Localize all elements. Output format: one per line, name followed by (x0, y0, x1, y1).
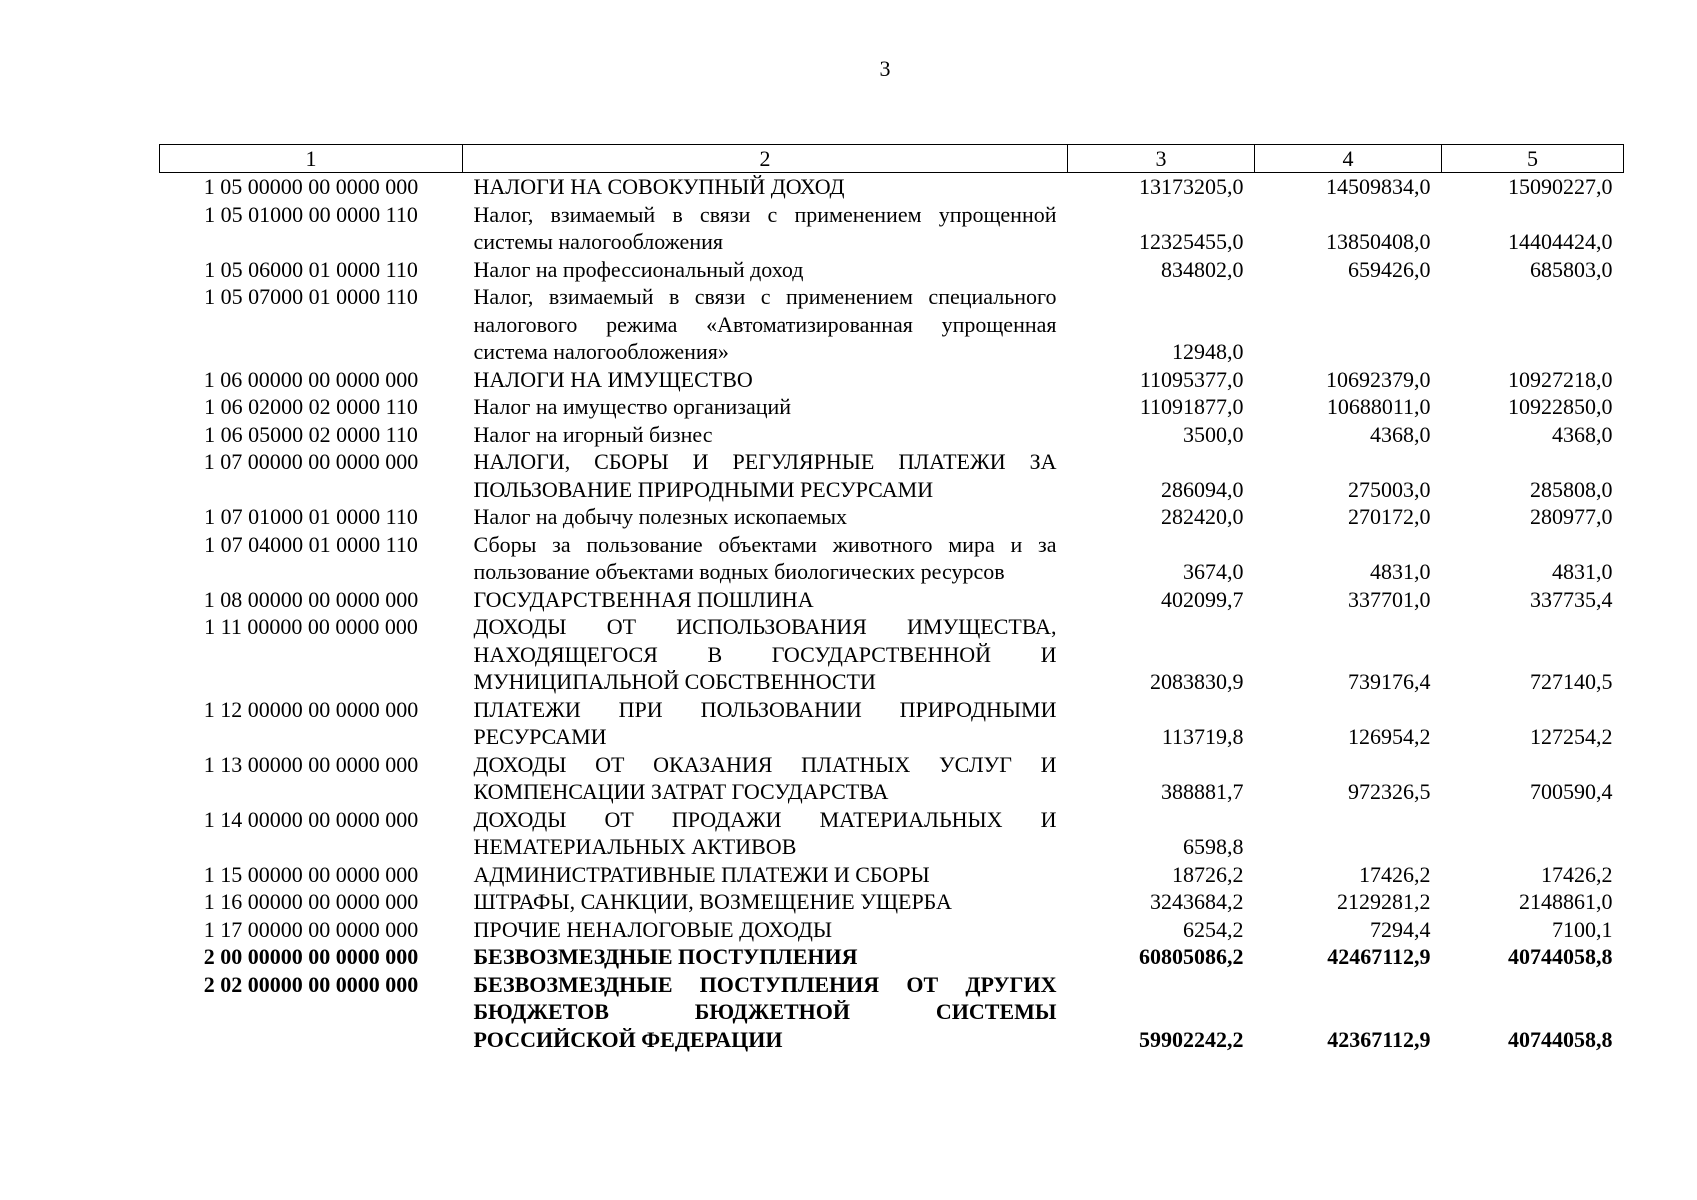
item-name-cell: ДОХОДЫ ОТ ИСПОЛЬЗОВАНИЯ ИМУЩЕСТВА, НАХОДЯЩЕГОСЯ В ГОСУДАРСТВЕННОЙ И МУНИЦИПАЛЬНОЙ СОБСТВЕННОСТИ (473, 614, 1057, 694)
budget-code-cell: 2 02 00000 00 0000 000 (203, 971, 419, 997)
header-column-2: 2 (463, 145, 1068, 173)
value-column-4-cell: 739176,4 (1348, 669, 1431, 694)
value-column-5-cell: 14404424,0 (1508, 229, 1613, 254)
item-name-cell: ГОСУДАРСТВЕННАЯ ПОШЛИНА (473, 586, 814, 612)
table-row (160, 503, 1624, 531)
value-column-5-cell: 685803,0 (1530, 256, 1613, 282)
value-column-3-cell: 3674,0 (1183, 559, 1244, 584)
value-column-4-cell: 4831,0 (1370, 559, 1431, 584)
item-name-cell: БЕЗВОЗМЕЗДНЫЕ ПОСТУПЛЕНИЯ (473, 944, 858, 969)
value-column-3-cell: 3500,0 (1183, 421, 1244, 447)
table-header (160, 145, 1624, 173)
value-column-3-cell: 286094,0 (1161, 476, 1244, 502)
value-column-4-cell: 42467112,9 (1327, 944, 1431, 969)
value-column-4-cell: 13850408,0 (1326, 229, 1431, 254)
item-name-cell: Налог, взимаемый в связи с применением специального налогового режима «Автоматизированная упрощенная система налогообложения» (473, 284, 1057, 364)
value-column-4-cell: 10688011,0 (1326, 394, 1431, 419)
value-column-5-cell: 15090227,0 (1508, 174, 1613, 199)
value-column-5-cell: 7100,1 (1552, 916, 1613, 942)
value-column-3-cell: 6598,8 (1183, 834, 1244, 859)
value-column-5-cell: 127254,2 (1530, 724, 1613, 749)
budget-code-cell: 1 06 00000 00 0000 000 (203, 366, 419, 392)
value-column-4-cell: 42367112,9 (1327, 1026, 1431, 1052)
value-column-4-cell (1255, 806, 1442, 861)
table-row (160, 806, 1624, 861)
value-column-5-cell: 4368,0 (1552, 421, 1613, 447)
item-name-cell: БЕЗВОЗМЕЗДНЫЕ ПОСТУПЛЕНИЯ ОТ ДРУГИХ БЮДЖЕТОВ БЮДЖЕТНОЙ СИСТЕМЫ РОССИЙСКОЙ ФЕДЕРАЦИИ (473, 971, 1057, 1052)
table-row (160, 421, 1624, 449)
table-row (160, 393, 1624, 421)
value-column-3-cell: 12325455,0 (1139, 229, 1244, 254)
item-name-cell: Сборы за пользование объектами животного мира и за пользование объектами водных биологических ресурсов (473, 531, 1057, 584)
table-row (160, 888, 1624, 916)
item-name-cell: ДОХОДЫ ОТ ОКАЗАНИЯ ПЛАТНЫХ УСЛУГ И КОМПЕНСАЦИИ ЗАТРАТ ГОСУДАРСТВА (473, 751, 1057, 804)
value-column-5-cell: 10927218,0 (1508, 366, 1613, 392)
header-column-4: 4 (1255, 145, 1442, 173)
value-column-5-cell: 337735,4 (1530, 586, 1613, 612)
budget-code-cell: 1 14 00000 00 0000 000 (203, 806, 419, 832)
budget-code-cell: 1 15 00000 00 0000 000 (203, 861, 419, 887)
value-column-5-cell: 2148861,0 (1519, 889, 1613, 914)
value-column-4-cell: 14509834,0 (1326, 174, 1431, 199)
table-row (160, 201, 1624, 256)
item-name-cell: НАЛОГИ НА ИМУЩЕСТВО (473, 366, 753, 392)
value-column-5-cell: 40744058,8 (1508, 944, 1613, 969)
value-column-3-cell: 2083830,9 (1150, 669, 1244, 694)
table-row (160, 366, 1624, 394)
value-column-4-cell: 7294,4 (1370, 916, 1431, 942)
item-name-cell: ШТРАФЫ, САНКЦИИ, ВОЗМЕЩЕНИЕ УЩЕРБА (473, 889, 952, 914)
value-column-5-cell: 4831,0 (1552, 559, 1613, 584)
value-column-4-cell (1255, 283, 1442, 366)
table-row (160, 448, 1624, 503)
value-column-5-cell: 700590,4 (1530, 779, 1613, 804)
header-column-3: 3 (1068, 145, 1255, 173)
value-column-4-cell: 270172,0 (1348, 504, 1431, 529)
budget-code-cell: 1 17 00000 00 0000 000 (203, 916, 419, 942)
value-column-4-cell: 10692379,0 (1326, 366, 1431, 392)
budget-code-cell: 1 07 01000 01 0000 110 (204, 504, 418, 529)
item-name-cell: Налог на добычу полезных ископаемых (473, 504, 847, 529)
budget-code-cell: 1 05 00000 00 0000 000 (203, 174, 419, 199)
budget-code-cell: 1 05 06000 01 0000 110 (204, 256, 418, 282)
item-name-cell: НАЛОГИ, СБОРЫ И РЕГУЛЯРНЫЕ ПЛАТЕЖИ ЗА ПОЛЬЗОВАНИЕ ПРИРОДНЫМИ РЕСУРСАМИ (473, 449, 1057, 502)
table-row (160, 173, 1624, 201)
item-name-cell: Налог на имущество организаций (473, 394, 792, 419)
value-column-3-cell: 6254,2 (1183, 916, 1244, 942)
value-column-4-cell: 17426,2 (1359, 861, 1431, 887)
value-column-3-cell: 59902242,2 (1139, 1026, 1244, 1052)
budget-code-cell: 1 05 01000 00 0000 110 (204, 201, 418, 227)
value-column-5-cell: 40744058,8 (1508, 1026, 1613, 1052)
table-row (160, 943, 1624, 971)
budget-code-cell: 1 08 00000 00 0000 000 (203, 586, 419, 612)
value-column-5-cell: 285808,0 (1530, 476, 1613, 502)
budget-code-cell: 2 00 00000 00 0000 000 (203, 944, 419, 969)
budget-code-cell: 1 05 07000 01 0000 110 (204, 284, 418, 309)
value-column-3-cell: 11095377,0 (1139, 366, 1244, 392)
header-column-5: 5 (1442, 145, 1624, 173)
value-column-4-cell: 337701,0 (1348, 586, 1431, 612)
table-row (160, 613, 1624, 696)
budget-code-cell: 1 12 00000 00 0000 000 (203, 696, 419, 722)
item-name-cell: Налог на игорный бизнес (473, 421, 713, 447)
item-name-cell: ПЛАТЕЖИ ПРИ ПОЛЬЗОВАНИИ ПРИРОДНЫМИ РЕСУРСАМИ (473, 696, 1057, 749)
value-column-5-cell: 10922850,0 (1508, 394, 1613, 419)
value-column-3-cell: 13173205,0 (1139, 174, 1244, 199)
item-name-cell: Налог, взимаемый в связи с применением упрощенной системы налогообложения (473, 201, 1057, 254)
value-column-3-cell: 60805086,2 (1139, 944, 1244, 969)
page-number: 3 (879, 56, 891, 81)
table-row (160, 861, 1624, 889)
value-column-3-cell: 113719,8 (1161, 724, 1244, 749)
value-column-4-cell: 972326,5 (1348, 779, 1431, 804)
table-row (160, 531, 1624, 586)
table-body (160, 173, 1624, 1054)
table-row (160, 751, 1624, 806)
value-column-5-cell (1442, 283, 1624, 366)
value-column-4-cell: 126954,2 (1348, 724, 1431, 749)
revenue-table (159, 144, 1624, 1053)
table-row (160, 256, 1624, 284)
budget-code-cell: 1 07 04000 01 0000 110 (204, 531, 418, 557)
value-column-3-cell: 3243684,2 (1150, 889, 1244, 914)
budget-code-cell: 1 06 05000 02 0000 110 (204, 421, 418, 447)
item-name-cell: НАЛОГИ НА СОВОКУПНЫЙ ДОХОД (473, 174, 845, 199)
value-column-4-cell: 4368,0 (1370, 421, 1431, 447)
value-column-3-cell: 834802,0 (1161, 256, 1244, 282)
table-row (160, 971, 1624, 1054)
table-row (160, 916, 1624, 944)
header-column-1: 1 (160, 145, 463, 173)
value-column-3-cell: 402099,7 (1161, 586, 1244, 612)
item-name-cell: ДОХОДЫ ОТ ПРОДАЖИ МАТЕРИАЛЬНЫХ И НЕМАТЕРИАЛЬНЫХ АКТИВОВ (473, 806, 1057, 859)
budget-code-cell: 1 07 00000 00 0000 000 (203, 449, 419, 474)
value-column-4-cell: 659426,0 (1348, 256, 1431, 282)
value-column-5-cell: 727140,5 (1530, 669, 1613, 694)
header-row (160, 145, 1624, 173)
budget-code-cell: 1 11 00000 00 0000 000 (204, 614, 418, 639)
value-column-5-cell: 280977,0 (1530, 504, 1613, 529)
value-column-3-cell: 11091877,0 (1139, 394, 1244, 419)
item-name-cell: Налог на профессиональный доход (473, 256, 804, 282)
table-row (160, 586, 1624, 614)
budget-code-cell: 1 13 00000 00 0000 000 (203, 751, 419, 777)
value-column-4-cell: 2129281,2 (1337, 889, 1431, 914)
value-column-3-cell: 388881,7 (1161, 779, 1244, 804)
value-column-4-cell: 275003,0 (1348, 476, 1431, 502)
value-column-3-cell: 12948,0 (1172, 339, 1244, 364)
budget-code-cell: 1 06 02000 02 0000 110 (204, 394, 418, 419)
item-name-cell: АДМИНИСТРАТИВНЫЕ ПЛАТЕЖИ И СБОРЫ (473, 861, 930, 887)
value-column-3-cell: 18726,2 (1172, 861, 1244, 887)
value-column-3-cell: 282420,0 (1161, 504, 1244, 529)
budget-code-cell: 1 16 00000 00 0000 000 (203, 889, 419, 914)
item-name-cell: ПРОЧИЕ НЕНАЛОГОВЫЕ ДОХОДЫ (473, 916, 833, 942)
value-column-5-cell (1442, 806, 1624, 861)
value-column-5-cell: 17426,2 (1541, 861, 1613, 887)
table-row (160, 696, 1624, 751)
table-row (160, 283, 1624, 366)
